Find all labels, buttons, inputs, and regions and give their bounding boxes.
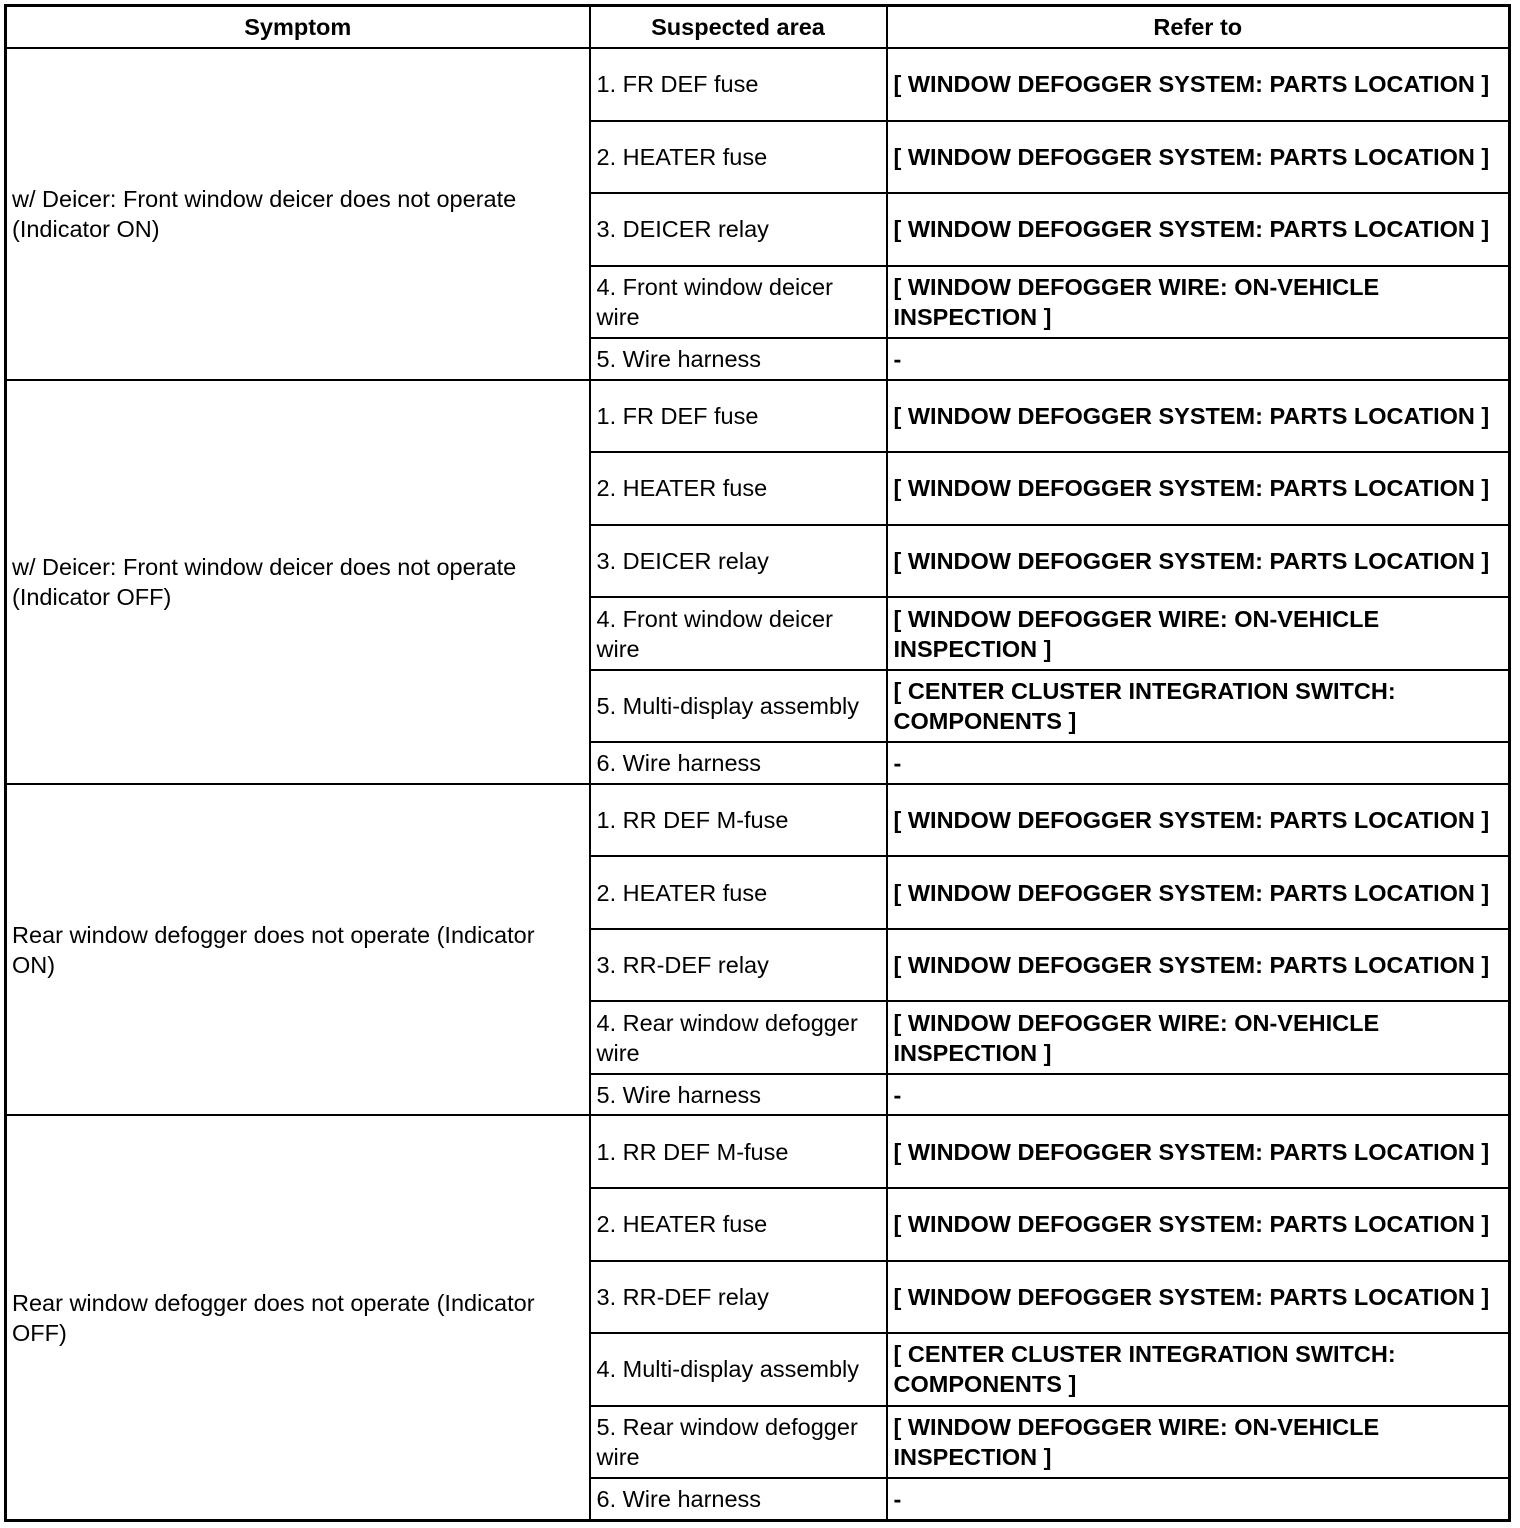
header-refer-to: Refer to [887,6,1510,49]
refer-to-cell: - [887,338,1510,379]
suspected-area-cell: 2. HEATER fuse [590,452,887,525]
symptom-cell: w/ Deicer: Front window deicer does not operate (Indicator OFF) [6,380,590,784]
refer-to-cell: [ WINDOW DEFOGGER SYSTEM: PARTS LOCATION ] [887,1261,1510,1334]
refer-to-cell: [ WINDOW DEFOGGER WIRE: ON-VEHICLE INSPECTION ] [887,1001,1510,1074]
suspected-area-cell: 3. RR-DEF relay [590,929,887,1002]
refer-to-cell: [ WINDOW DEFOGGER SYSTEM: PARTS LOCATION ] [887,48,1510,121]
suspected-area-cell: 1. FR DEF fuse [590,380,887,453]
table-row [6,48,1510,121]
header-symptom: Symptom [6,6,590,49]
suspected-area-cell: 3. DEICER relay [590,525,887,598]
suspected-area-cell: 1. RR DEF M-fuse [590,1115,887,1188]
refer-to-cell: - [887,1478,1510,1520]
table-row [6,784,1510,857]
troubleshooting-table [4,4,1511,1522]
refer-to-cell: [ WINDOW DEFOGGER WIRE: ON-VEHICLE INSPECTION ] [887,597,1510,670]
suspected-area-cell: 5. Wire harness [590,338,887,379]
suspected-area-cell: 4. Front window deicer wire [590,266,887,339]
suspected-area-cell: 1. FR DEF fuse [590,48,887,121]
suspected-area-cell: 2. HEATER fuse [590,121,887,194]
header-suspected-area: Suspected area [590,6,887,49]
refer-to-cell: [ WINDOW DEFOGGER SYSTEM: PARTS LOCATION ] [887,193,1510,266]
suspected-area-cell: 4. Rear window defogger wire [590,1001,887,1074]
table-body [6,48,1510,1521]
refer-to-cell: [ WINDOW DEFOGGER SYSTEM: PARTS LOCATION ] [887,1188,1510,1261]
suspected-area-cell: 3. RR-DEF relay [590,1261,887,1334]
suspected-area-cell: 3. DEICER relay [590,193,887,266]
suspected-area-cell: 5. Rear window defogger wire [590,1406,887,1479]
refer-to-cell: - [887,742,1510,783]
symptom-cell: Rear window defogger does not operate (Indicator OFF) [6,1115,590,1520]
refer-to-cell: [ WINDOW DEFOGGER SYSTEM: PARTS LOCATION ] [887,784,1510,857]
refer-to-cell: [ WINDOW DEFOGGER SYSTEM: PARTS LOCATION ] [887,525,1510,598]
suspected-area-cell: 2. HEATER fuse [590,1188,887,1261]
refer-to-cell: [ WINDOW DEFOGGER SYSTEM: PARTS LOCATION ] [887,929,1510,1002]
refer-to-cell: [ WINDOW DEFOGGER SYSTEM: PARTS LOCATION ] [887,1115,1510,1188]
table-row [6,380,1510,453]
table-row [6,1115,1510,1188]
refer-to-cell: [ CENTER CLUSTER INTEGRATION SWITCH: COMPONENTS ] [887,1333,1510,1406]
refer-to-cell: [ WINDOW DEFOGGER WIRE: ON-VEHICLE INSPECTION ] [887,266,1510,339]
suspected-area-cell: 5. Wire harness [590,1074,887,1115]
suspected-area-cell: 6. Wire harness [590,1478,887,1520]
refer-to-cell: [ WINDOW DEFOGGER SYSTEM: PARTS LOCATION ] [887,856,1510,929]
suspected-area-cell: 1. RR DEF M-fuse [590,784,887,857]
header-row [6,6,1510,49]
suspected-area-cell: 4. Front window deicer wire [590,597,887,670]
refer-to-cell: [ WINDOW DEFOGGER SYSTEM: PARTS LOCATION ] [887,452,1510,525]
symptom-cell: Rear window defogger does not operate (Indicator ON) [6,784,590,1116]
refer-to-cell: [ WINDOW DEFOGGER SYSTEM: PARTS LOCATION ] [887,121,1510,194]
refer-to-cell: - [887,1074,1510,1115]
symptom-cell: w/ Deicer: Front window deicer does not operate (Indicator ON) [6,48,590,380]
suspected-area-cell: 4. Multi-display assembly [590,1333,887,1406]
suspected-area-cell: 2. HEATER fuse [590,856,887,929]
refer-to-cell: [ CENTER CLUSTER INTEGRATION SWITCH: COMPONENTS ] [887,670,1510,743]
suspected-area-cell: 6. Wire harness [590,742,887,783]
refer-to-cell: [ WINDOW DEFOGGER WIRE: ON-VEHICLE INSPECTION ] [887,1406,1510,1479]
suspected-area-cell: 5. Multi-display assembly [590,670,887,743]
refer-to-cell: [ WINDOW DEFOGGER SYSTEM: PARTS LOCATION ] [887,380,1510,453]
